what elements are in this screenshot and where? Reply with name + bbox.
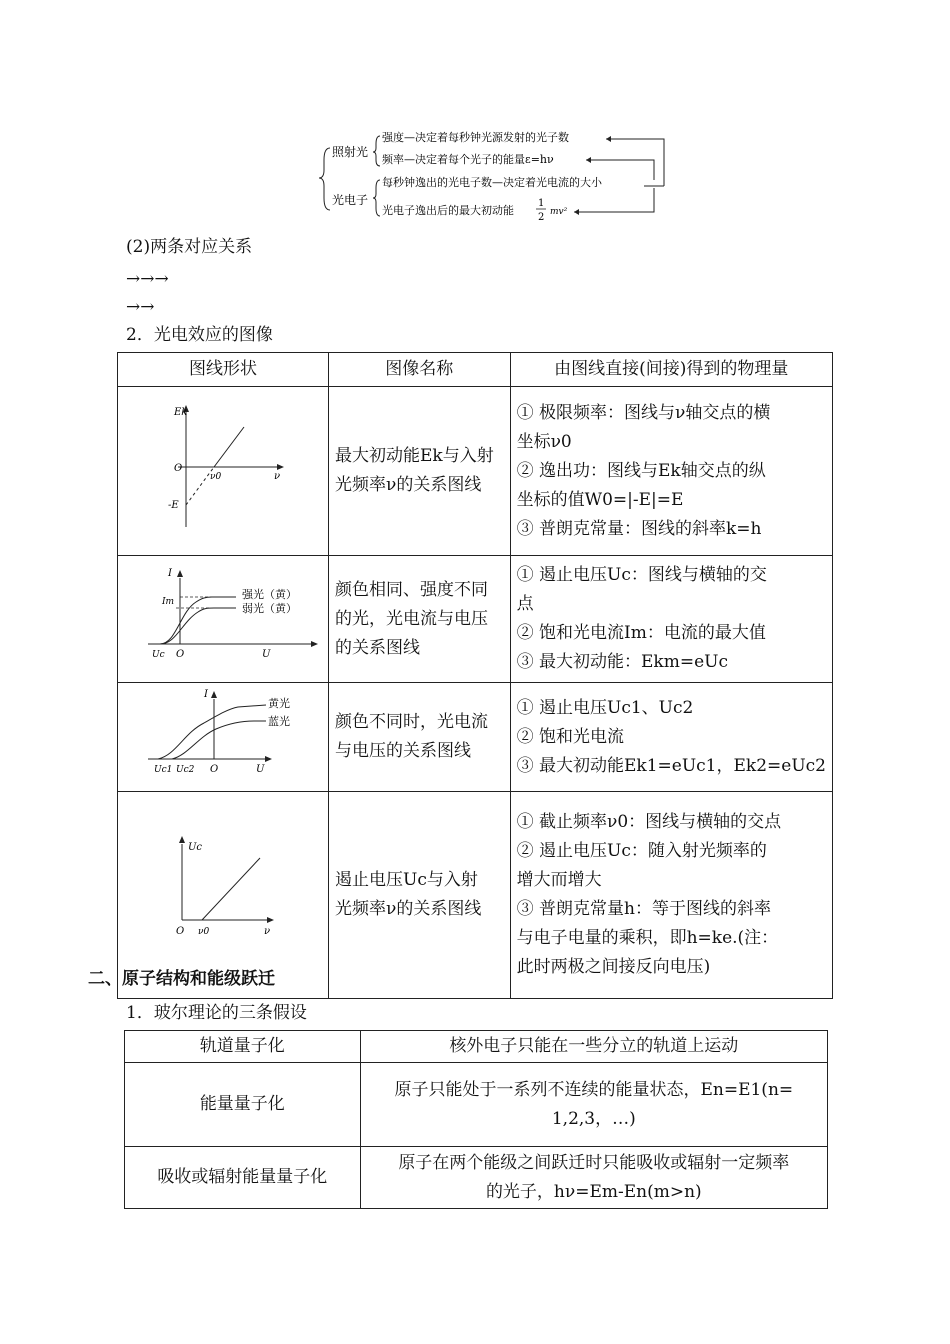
row3-name-line: 颜色不同时，光电流 bbox=[335, 712, 488, 732]
graph1-x-label: ν bbox=[274, 471, 281, 482]
table-row bbox=[118, 387, 833, 556]
bohr-heading: 1．玻尔理论的三条假设 bbox=[126, 1003, 307, 1023]
section-2-2-heading: (2)两条对应关系 bbox=[126, 237, 253, 257]
section-two-heading: 二、原子结构和能级跃迁 bbox=[88, 969, 275, 989]
postulate-name: 轨道量子化 bbox=[125, 1031, 361, 1063]
row2-qty-line: ③ 最大初动能：Ekm=eUc bbox=[516, 652, 728, 672]
photoelectric-concept-diagram bbox=[318, 126, 670, 230]
graph3-series2-label: 蓝光 bbox=[268, 715, 290, 728]
postulate-name: 能量量子化 bbox=[125, 1063, 361, 1147]
header-quantity: 由图线直接(间接)得到的物理量 bbox=[510, 353, 832, 387]
postulate-desc-line: 的光子，hν=Em-En(m>n) bbox=[485, 1181, 702, 1202]
postulate-desc: 核外电子只能在一些分立的轨道上运动 bbox=[360, 1031, 827, 1063]
line2-text: 频率—决定着每个光子的能量ε=hν bbox=[382, 153, 554, 166]
graph1-origin: O bbox=[174, 463, 183, 474]
graph3-origin: O bbox=[210, 764, 219, 775]
graph4-x-mark: ν0 bbox=[198, 927, 210, 937]
graph2-series1-label: 强光（黄） bbox=[242, 588, 297, 601]
row2-qty-line: ② 饱和光电流Im：电流的最大值 bbox=[516, 623, 766, 643]
line4-text: 光电子逸出后的最大初动能 bbox=[382, 204, 514, 217]
graph3-y-label: I bbox=[204, 689, 208, 700]
row1-name-line: 最大初动能Ek与入射 bbox=[335, 446, 494, 466]
arrow-row-1: →→→ bbox=[126, 269, 169, 289]
stopping-voltage-vs-frequency-graph bbox=[118, 792, 328, 988]
graph2-series2-label: 弱光（黄） bbox=[242, 602, 297, 615]
graph2-y-label: I bbox=[168, 568, 172, 579]
current-vs-voltage-intensity-graph bbox=[118, 556, 328, 672]
postulate-desc-line: 1,2,3，…) bbox=[551, 1108, 636, 1129]
row1-qty-line: ② 逸出功：图线与Ek轴交点的纵 bbox=[516, 460, 766, 481]
bohr-postulates-table bbox=[124, 1030, 828, 1209]
line4-frac-den: 2 bbox=[538, 212, 545, 223]
row4-name-line: 光频率ν的关系图线 bbox=[335, 899, 482, 919]
graph4-y-label: Uc bbox=[188, 842, 203, 853]
graph4-origin: O bbox=[176, 926, 185, 937]
row1-qty-line: ① 极限频率：图线与ν轴交点的横 bbox=[516, 402, 771, 423]
row4-qty-line: ③ 普朗克常量h：等于图线的斜率 bbox=[516, 899, 771, 919]
line4-tail: mv² bbox=[550, 207, 568, 217]
postulate-name: 吸收或辐射能量量子化 bbox=[125, 1147, 361, 1209]
section-2-heading: 2．光电效应的图像 bbox=[126, 325, 273, 345]
table-row bbox=[118, 683, 833, 792]
graph4-x-label: ν bbox=[264, 926, 271, 937]
graph2-x-mark: Uc bbox=[152, 650, 165, 660]
graph1-y-label: Ek bbox=[174, 407, 188, 418]
current-vs-voltage-color-graph bbox=[118, 683, 328, 781]
row2-name-line: 的关系图线 bbox=[335, 637, 420, 658]
line3-text: 每秒钟逸出的光电子数—决定着光电流的大小 bbox=[382, 176, 602, 189]
graph1-x-mark: ν0 bbox=[210, 472, 222, 482]
graph3-series1-label: 黄光 bbox=[268, 697, 290, 710]
table-row bbox=[125, 1147, 828, 1209]
table-row bbox=[125, 1031, 828, 1063]
row1-qty-line: 坐标的值W0=|-E|=E bbox=[516, 489, 684, 510]
row2-name-line: 颜色相同、强度不同 bbox=[335, 579, 488, 600]
row4-qty-line: 此时两极之间接反向电压) bbox=[516, 957, 711, 977]
row1-name-line: 光频率ν的关系图线 bbox=[335, 475, 482, 495]
table-header-row bbox=[118, 353, 833, 387]
line4-frac-num: 1 bbox=[538, 198, 545, 209]
table-row bbox=[125, 1063, 828, 1147]
line1-text: 强度—决定着每秒钟光源发射的光子数 bbox=[382, 131, 569, 144]
row4-name-line: 遏止电压Uc与入射 bbox=[335, 870, 478, 890]
graph2-x-label: U bbox=[262, 649, 271, 660]
row2-name-line: 的光，光电流与电压 bbox=[335, 608, 488, 629]
header-shape: 图线形状 bbox=[118, 353, 329, 387]
row4-qty-line: 增大而增大 bbox=[516, 870, 602, 890]
row3-qty-line: ② 饱和光电流 bbox=[516, 726, 624, 747]
arrow-row-2: →→ bbox=[126, 297, 155, 317]
row2-qty-line: ① 遏止电压Uc：图线与横轴的交 bbox=[516, 565, 767, 585]
photoelectric-graph-table bbox=[117, 352, 833, 999]
row2-qty-line: 点 bbox=[516, 594, 534, 614]
electron-label: 光电子 bbox=[332, 193, 369, 207]
table-row bbox=[118, 556, 833, 683]
row1-qty-line: ③ 普朗克常量：图线的斜率k=h bbox=[516, 518, 762, 539]
light-label: 照射光 bbox=[332, 145, 369, 159]
graph3-x-mark1: Uc1 bbox=[154, 765, 173, 775]
postulate-desc-line: 原子只能处于一系列不连续的能量状态，En=E1(n= bbox=[394, 1079, 794, 1100]
graph3-x-mark2: Uc2 bbox=[176, 765, 195, 775]
graph1-y-mark: -E bbox=[168, 500, 179, 511]
graph2-y-mark: Im bbox=[162, 597, 175, 607]
row3-qty-line: ① 遏止电压Uc1、Uc2 bbox=[516, 697, 694, 718]
header-name: 图像名称 bbox=[329, 353, 511, 387]
row4-qty-line: ② 遏止电压Uc：随入射光频率的 bbox=[516, 841, 767, 861]
row3-qty-line: ③ 最大初动能Ek1=eUc1，Ek2=eUc2 bbox=[516, 755, 826, 776]
graph3-x-label: U bbox=[256, 764, 265, 775]
row4-qty-line: ① 截止频率ν0：图线与横轴的交点 bbox=[516, 812, 782, 832]
graph2-origin: O bbox=[176, 649, 185, 660]
row1-qty-line: 坐标ν0 bbox=[516, 431, 572, 452]
row3-name-line: 与电压的关系图线 bbox=[335, 741, 471, 761]
postulate-desc-line: 原子在两个能级之间跃迁时只能吸收或辐射一定频率 bbox=[398, 1152, 790, 1173]
row4-qty-line: 与电子电量的乘积，即h=ke.(注： bbox=[516, 928, 779, 948]
ek-vs-frequency-graph bbox=[118, 387, 328, 545]
